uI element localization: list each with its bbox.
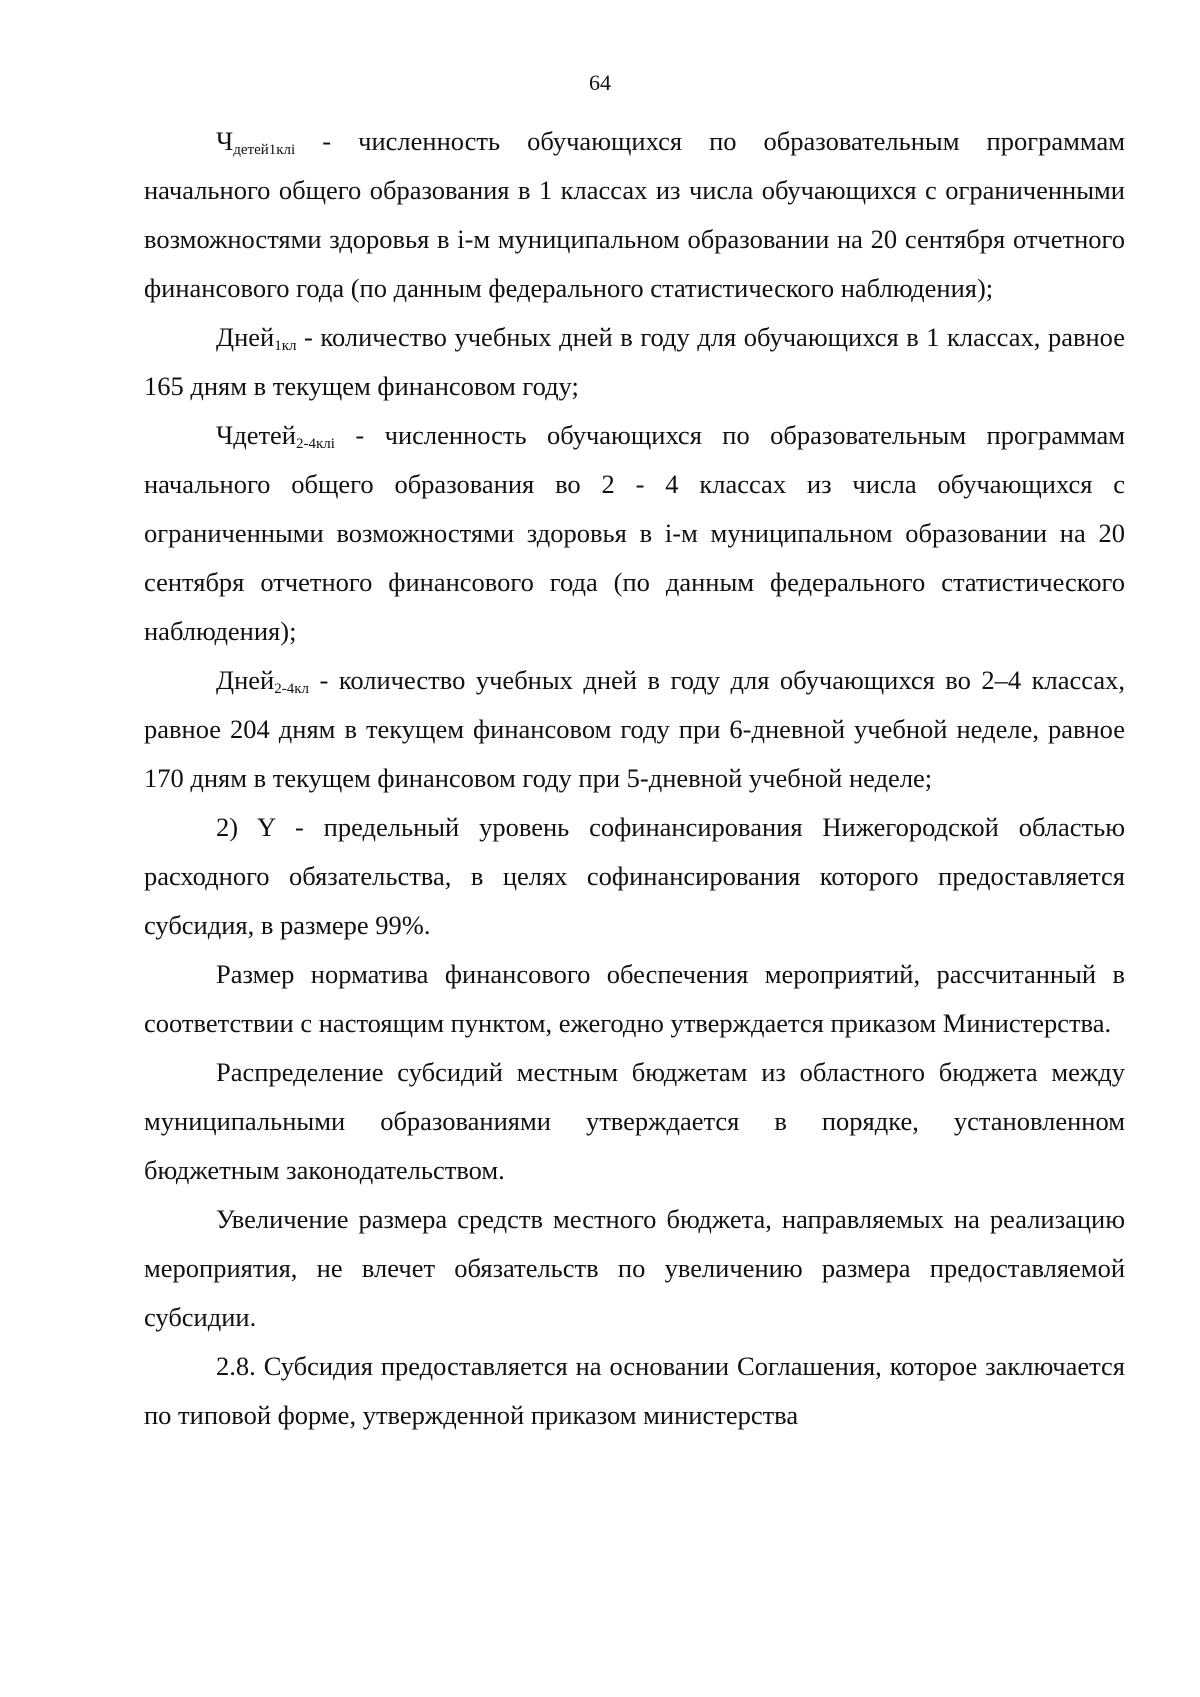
- definition-days-grades2-4: [144, 656, 1125, 803]
- term-symbol: Дней: [216, 322, 275, 352]
- definition-text: - количество учебных дней в году для обучающихся в 1 классах, равное 165 дням в текущем финансовом году;: [144, 322, 1125, 401]
- term-symbol: Дней: [216, 665, 275, 695]
- definition-children-grade1: [144, 117, 1125, 313]
- definition-text: - количество учебных дней в году для обучающихся во 2–4 классах, равное 204 дням в текущем финансовом году при 6-дневной учебной неделе, равное 170 дням в текущем финансовом году при 5-дневной учебной неделе;: [144, 665, 1125, 793]
- term-symbol: Ч: [216, 126, 234, 156]
- term-subscript: 1кл: [274, 338, 297, 354]
- agreement-paragraph: 2.8. Субсидия предоставляется на основании Соглашения, которое заключается по типовой форме, утвержденной приказом министерства: [144, 1351, 1125, 1430]
- subsidy-distribution-paragraph: Распределение субсидий местным бюджетам из областного бюджета между муниципальными образованиями утверждается в порядке, установленном бюджетным законодательством.: [144, 1057, 1125, 1185]
- page-number: 64: [589, 70, 611, 95]
- normative-size-paragraph: Размер норматива финансового обеспечения мероприятий, рассчитанный в соответствии с настоящим пунктом, ежегодно утверждается приказом Министерства.: [144, 959, 1125, 1038]
- definition-children-grades2-4: [144, 411, 1125, 656]
- term-subscript: детей1клi: [233, 142, 296, 158]
- definition-text: - численность обучающихся по образовательным программам начального общего образования во 2 - 4 классах из числа обучающихся с ограниченными возможностями здоровья в i-м муниципальном образовании на 20 сентября отчетного финансового года (по данным федерального статистического наблюдения);: [144, 420, 1125, 646]
- document-body: [144, 117, 1125, 1440]
- definition-text: - численность обучающихся по образовательным программам начального общего образования в 1 классах из числа обучающихся с ограниченными возможностями здоровья в i-м муниципальном образовании на 20 сентября отчетного финансового года (по данным федерального статистического наблюдения);: [144, 126, 1125, 303]
- term-subscript: 2-4клi: [296, 436, 335, 452]
- budget-increase-paragraph: Увеличение размера средств местного бюджета, направляемых на реализацию мероприятия, не влечет обязательств по увеличению размера предоставляемой субсидии.: [144, 1204, 1125, 1332]
- definition-days-grade1: [144, 313, 1125, 411]
- cofinancing-level-paragraph: 2) Y - предельный уровень софинансирования Нижегородской областью расходного обязательства, в целях софинансирования которого предоставляется субсидия, в размере 99%.: [144, 812, 1125, 940]
- term-symbol: Чдетей: [216, 420, 296, 450]
- term-subscript: 2-4кл: [274, 681, 309, 697]
